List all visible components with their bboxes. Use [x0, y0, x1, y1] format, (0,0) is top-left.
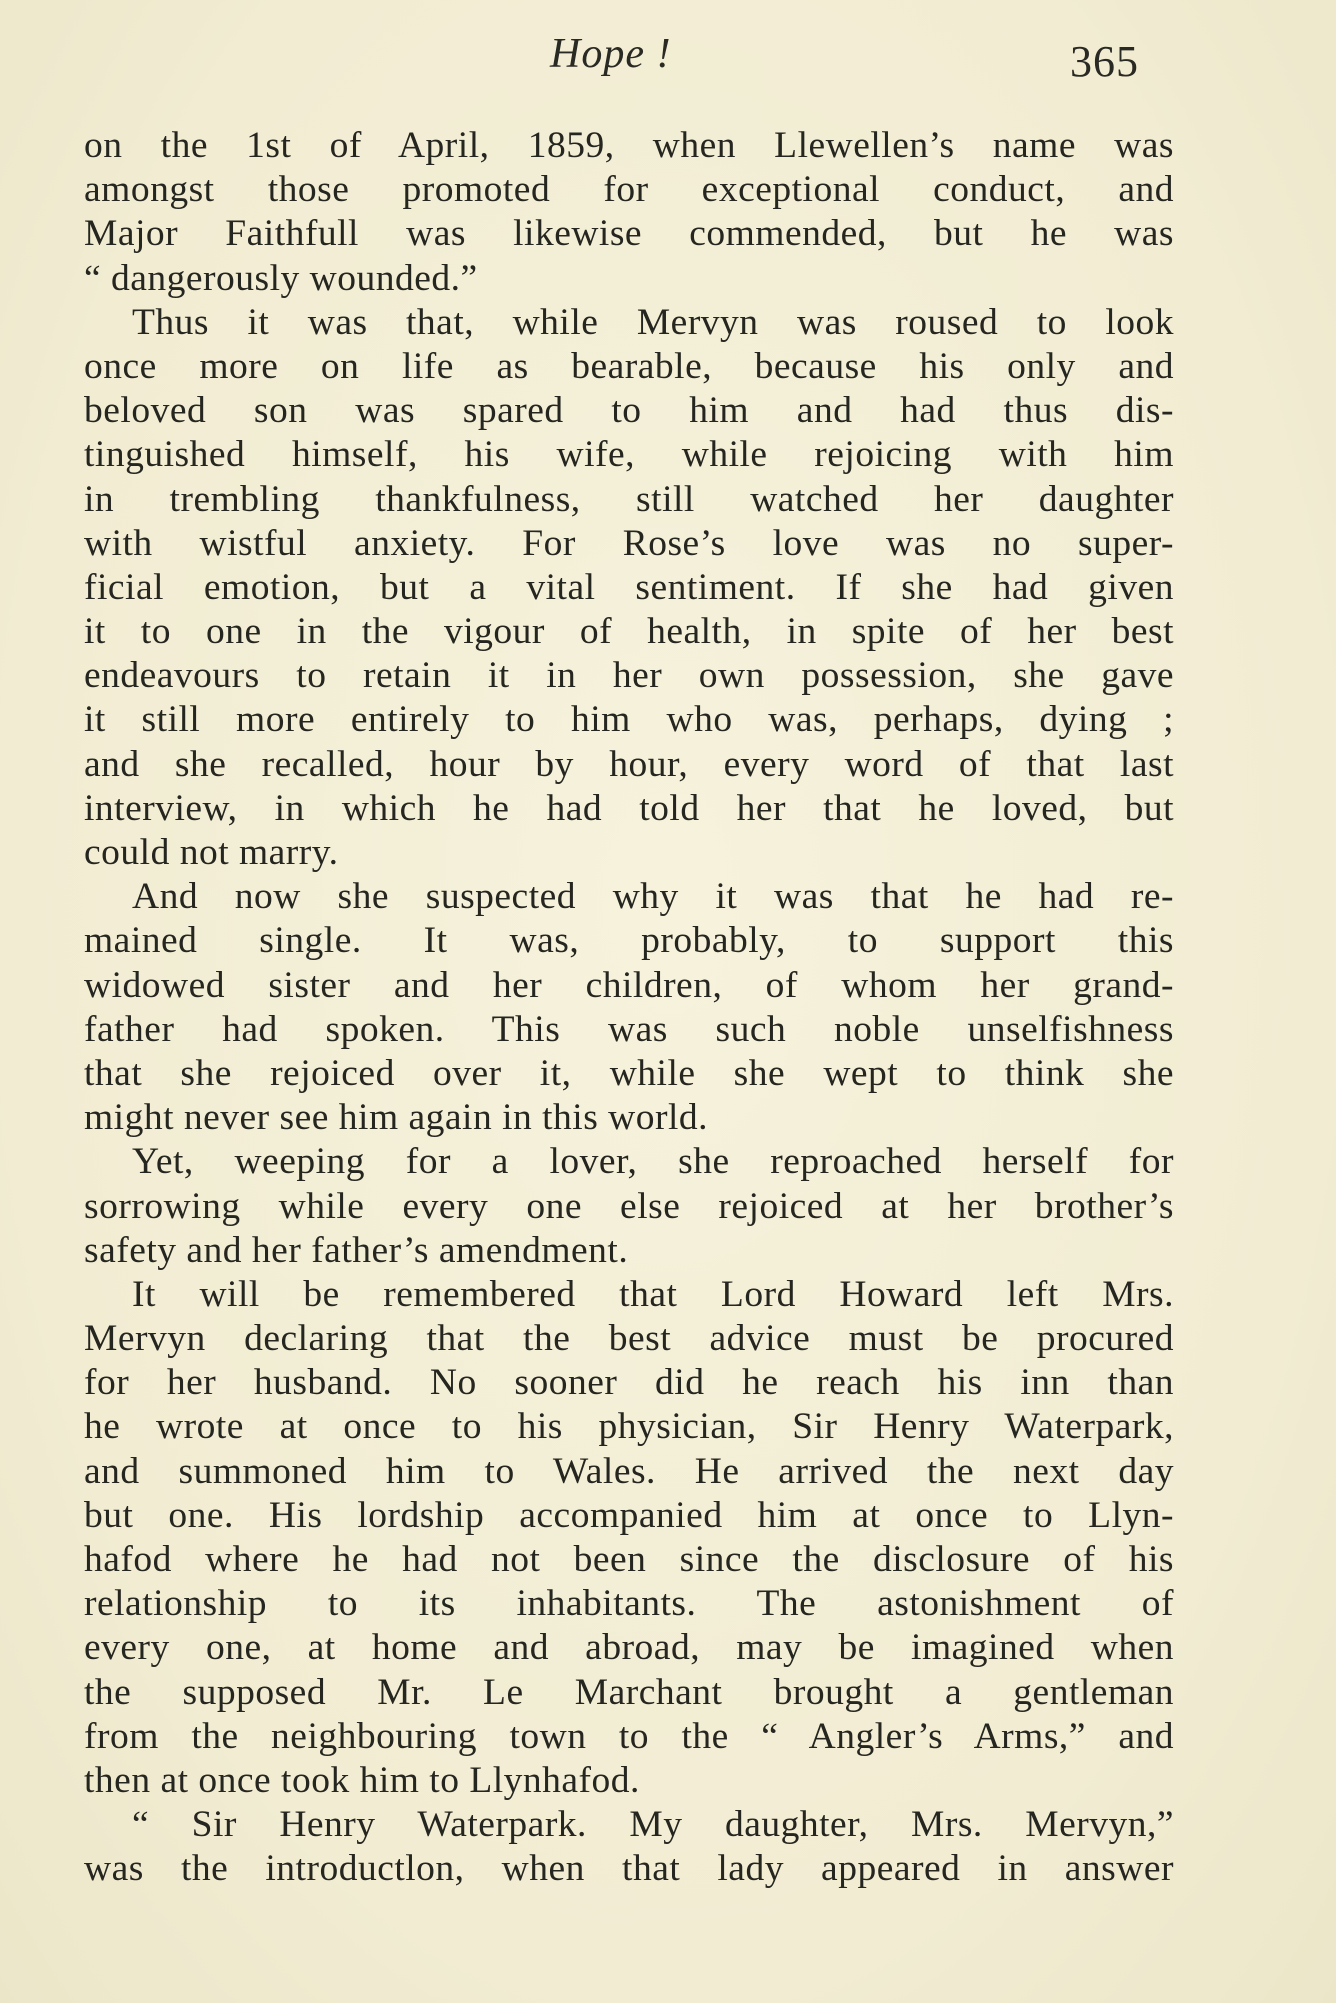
text-line: widowed sister and her children, of whom her grand-	[84, 964, 1174, 1006]
page-header	[80, 28, 1180, 98]
text-line: with wistful anxiety. For Rose’s love was no super-	[84, 522, 1174, 564]
text-line: but one. His lordship accompanied him at once to Llyn-	[84, 1494, 1174, 1536]
text-line: It will be remembered that Lord Howard left Mrs.	[132, 1273, 1174, 1315]
text-line: tinguished himself, his wife, while rejoicing with him	[84, 434, 1174, 476]
text-line: Yet, weeping for a lover, she reproached herself for	[132, 1141, 1174, 1183]
text-line: the supposed Mr. Le Marchant brought a gentleman	[84, 1671, 1174, 1713]
text-line: “ Sir Henry Waterpark. My daughter, Mrs. Mervyn,”	[132, 1804, 1174, 1846]
text-line: hafod where he had not been since the disclosure of his	[84, 1539, 1174, 1580]
text-line: mained single. It was, probably, to support this	[84, 920, 1174, 962]
text-line: and she recalled, hour by hour, every word of that last	[84, 743, 1174, 785]
text-line: endeavours to retain it in her own possession, she gave	[84, 655, 1174, 697]
text-line: might never see him again in this world.	[84, 1097, 709, 1139]
text-line: Thus it was that, while Mervyn was roused to look	[132, 301, 1174, 343]
text-line: safety and her father’s amendment.	[84, 1229, 629, 1271]
text-line: and summoned him to Wales. He arrived the next day	[84, 1450, 1174, 1492]
text-line: sorrowing while every one else rejoiced at her brother’s	[84, 1185, 1174, 1227]
text-line: that she rejoiced over it, while she wept to think she	[84, 1052, 1174, 1094]
text-line: beloved son was spared to him and had thus dis-	[84, 390, 1174, 432]
text-line: ficial emotion, but a vital sentiment. If she had given	[84, 566, 1174, 608]
text-line: in trembling thankfulness, still watched her daughter	[84, 478, 1174, 520]
text-line: interview, in which he had told her that he loved, but	[84, 787, 1174, 829]
text-line: father had spoken. This was such noble unselfishness	[84, 1008, 1174, 1050]
text-line: then at once took him to Llynhafod.	[84, 1759, 640, 1801]
text-line: was the introductlon, when that lady appeared in answer	[84, 1848, 1174, 1890]
text-line: it to one in the vigour of health, in spite of her best	[84, 611, 1174, 653]
running-title: Hope !	[550, 31, 672, 77]
text-line: Mervyn declaring that the best advice must be procured	[84, 1318, 1174, 1360]
text-line: for her husband. No sooner did he reach his inn than	[84, 1362, 1174, 1404]
text-line: relationship to its inhabitants. The astonishment of	[84, 1583, 1174, 1625]
text-line: Major Faithfull was likewise commended, but he was	[84, 213, 1174, 255]
text-line: on the 1st of April, 1859, when Llewellen’s name was	[84, 125, 1174, 166]
text-line: And now she suspected why it was that he had re-	[132, 876, 1174, 918]
body-text	[84, 124, 1174, 1892]
page-number: 365	[1070, 37, 1139, 86]
text-line: every one, at home and abroad, may be imagined when	[84, 1627, 1174, 1669]
text-line: it still more entirely to him who was, perhaps, dying ;	[84, 699, 1174, 741]
text-line: “ dangerously wounded.”	[84, 257, 478, 299]
text-line: he wrote at once to his physician, Sir Henry Waterpark,	[84, 1406, 1174, 1448]
text-line: amongst those promoted for exceptional conduct, and	[84, 169, 1174, 211]
text-line: could not marry.	[84, 832, 339, 873]
text-line: once more on life as bearable, because his only and	[84, 345, 1174, 387]
text-line: from the neighbouring town to the “ Angler’s Arms,” and	[84, 1715, 1174, 1757]
